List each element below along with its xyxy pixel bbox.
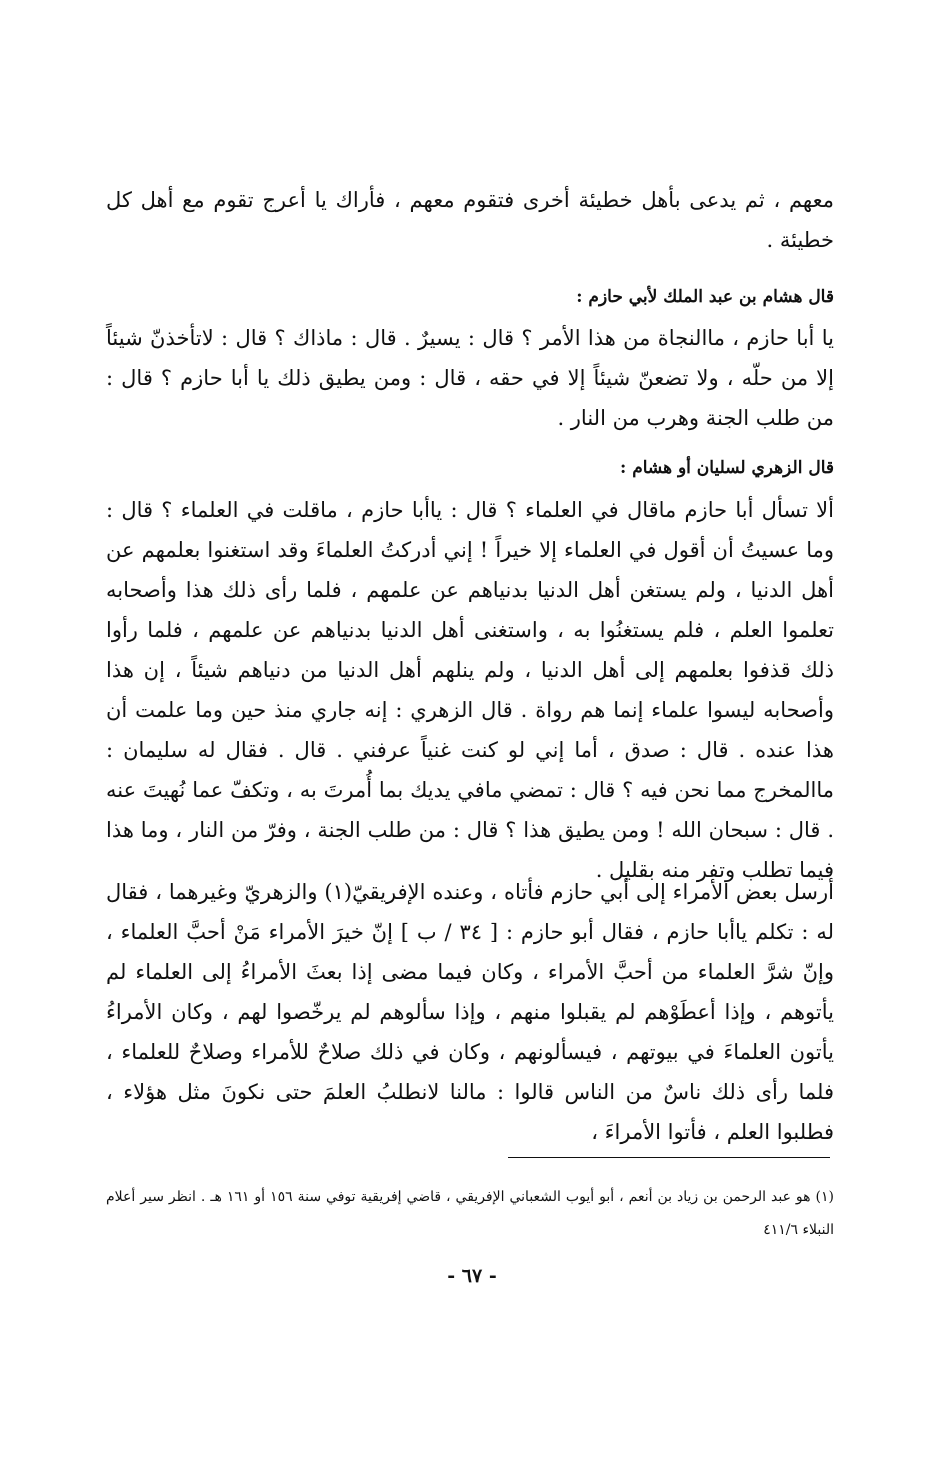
section-heading-zuhri: قال الزهري لسليان أو هشام : — [620, 458, 834, 478]
section-heading-hisham: قال هشام بن عبد الملك لأبي حازم : — [576, 287, 834, 307]
paragraph-emir-story: أرسل بعض الأمراء إلى أبي حازم فأتاه ، وعنده الإفريقيّ(١) والزهريّ وغيرهما ، فقال له : تكلم ياأبا حازم ، فقال أبو حازم : [ ٣٤ / ب ] إنّ خيرَ الأمراء مَنْ أحبَّ العلماء ، وإنّ شرَّ العلماء من أحبَّ الأمراء ، وكان فيما مضى إذا بعثَ الأمراءُ إلى العلماء لم يأتوهم ، وإذا أعطَوْهم لم يقبلوا منهم ، وإذا سألوهم لم يرخّصوا لهم ، وكان الأمراءُ يأتون العلماءَ في بيوتهم ، فيسألونهم ، وكان في ذلك صلاحٌ للأمراء وصلاحٌ للعلماء ، فلما رأى ذلك ناسٌ من الناس قالوا : مالنا لانطلبُ العلمَ حتى نكونَ مثل هؤلاء ، فطلبوا العلم ، فأتوا الأمراءَ ، — [106, 880, 834, 1144]
paragraph-hisham-dialogue: يا أبا حازم ، ماالنجاة من هذا الأمر ؟ قال : يسيرٌ . قال : ماذاك ؟ قال : لاتأخذنّ شيئاً إلا من حلّه ، ولا تضعنّ شيئاً إلا في حقه ، قال : ومن يطيق ذلك يا أبا حازم ؟ قال : من طلب الجنة وهرب من النار . — [106, 326, 834, 430]
footnote-divider — [508, 1157, 830, 1158]
page-number: - ٦٧ - — [447, 1265, 497, 1287]
paragraph-zuhri-dialogue: ألا تسأل أبا حازم ماقال في العلماء ؟ قال : ياأبا حازم ، ماقلت في العلماء ؟ قال : وما عسيتُ أن أقول في العلماء إلا خيراً ! إني أدركتُ العلماءَ وقد استغنوا بعلمهم عن أهل الدنيا ، ولم يستغن أهل الدنيا بدنياهم عن علمهم ، فلما رأى ذلك هذا وأصحابه تعلموا العلم ، فلم يستغنُوا به ، واستغنى أهل الدنيا بدنياهم عن علمهم ، فلما رأوا ذلك قذفوا بعلمهم إلى أهل الدنيا ، ولم ينلهم أهل الدنيا من دنياهم شيئاً ، إن هذا وأصحابه ليسوا علماء إنما هم رواة . قال الزهري : إنه جاري منذ حين وما علمت أن هذا عنده . قال : صدق ، أما إني لو كنت غنياً عرفني . قال . فقال له سليمان : ماالمخرج مما نحن فيه ؟ قال : تمضي مافي يديك بما أُمرتَ به ، وتكفّ عما نُهيتَ عنه . قال : سبحان الله ! ومن يطيق هذا ؟ قال : من طلب الجنة ، وفرّ من النار ، وما هذا فيما تطلب وتفر منه بقليل . — [106, 498, 834, 882]
footnote: (١) هو عبد الرحمن بن زياد بن أنعم ، أبو أيوب الشعباني الإفريقي ، قاضي إفريقية توفي سنة ١٥٦ أو ١٦١ هـ . انظر سير أعلام النبلاء ٤١١/٦ — [106, 1189, 834, 1238]
paragraph-continuation: معهم ، ثم يدعى بأهل خطيئة أخرى فتقوم معهم ، فأراك يا أعرج تقوم مع أهل كل خطيئة . — [106, 188, 834, 252]
